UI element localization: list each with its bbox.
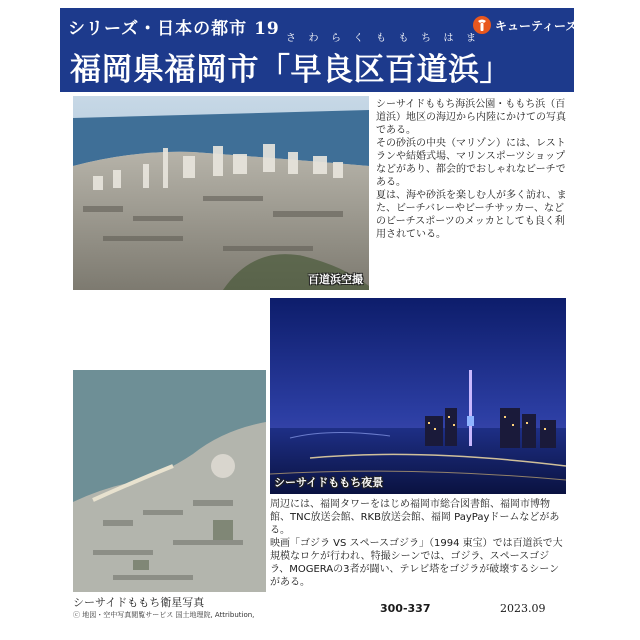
image-credit: ⓒ 地図・空中写真閲覧サービス 国土地理院, Attribution,	[73, 611, 255, 619]
night-view-caption: シーサイドももち夜景	[274, 476, 384, 489]
description-block-2	[270, 498, 568, 589]
product-code: 300-337	[380, 602, 431, 615]
ruby-char: さ	[286, 33, 296, 44]
night-view-photo	[270, 298, 566, 494]
ruby-char: ら	[331, 33, 341, 44]
ruby-char: も	[398, 33, 409, 44]
aerial-photo	[73, 96, 369, 290]
brand-logo-icon	[472, 15, 492, 35]
ruby-char: ま	[466, 33, 476, 44]
page-title: 福岡県福岡市「早良区百道浜」	[70, 52, 511, 88]
series-label: シリーズ・日本の都市 19	[68, 19, 280, 39]
title-banner	[60, 8, 578, 92]
aerial-photo-caption: 百道浜空撮	[308, 273, 363, 286]
ruby-char: ち	[421, 33, 431, 44]
ruby-char: く	[353, 33, 364, 44]
paragraph: その砂浜の中央（マリゾン）には、レストランや結婚式場、マリンスポーツショップなどがあり、都会的でおしゃれなビーチである。	[376, 138, 566, 188]
title-ruby	[286, 29, 476, 44]
ruby-char: も	[376, 33, 386, 44]
paragraph: 映画「ゴジラ VS スペースゴジラ」（1994 東宝）では百道浜で大規模なロケが行われ、特撮シーンでは、ゴジラ、スペースゴジラ、MOGERAの3者が闘い、テレビ塔をゴジラが破壊するシーンがある。	[270, 538, 563, 588]
issue-date: 2023.09	[500, 602, 546, 615]
description-block-1	[376, 98, 568, 241]
ruby-char: わ	[308, 33, 319, 44]
night-view-photo-image	[270, 298, 566, 494]
ruby-char: は	[443, 33, 454, 44]
brand-name: キューティーズ	[495, 18, 578, 33]
aerial-photo-image	[73, 96, 369, 290]
satellite-photo-image	[73, 370, 266, 592]
paragraph: シーサイドももち海浜公園・ももち浜（百道浜）地区の海辺から内陸にかけての写真である。	[376, 99, 566, 136]
satellite-photo	[73, 370, 266, 592]
satellite-caption: シーサイドももち衛星写真	[73, 596, 205, 609]
paragraph: 周辺には、福岡タワーをはじめ福岡市総合図書館、福岡市博物館、TNC放送会館、RKB放送会館、福岡 PayPayドームなどがある。	[270, 499, 560, 536]
paragraph: 夏は、海や砂浜を楽しむ人が多く訪れ、また、ビーチバレーやビーチサッカー、などのビーチスポーツのメッカとしても良く利用されている。	[376, 190, 567, 240]
brand-logo	[472, 15, 577, 35]
